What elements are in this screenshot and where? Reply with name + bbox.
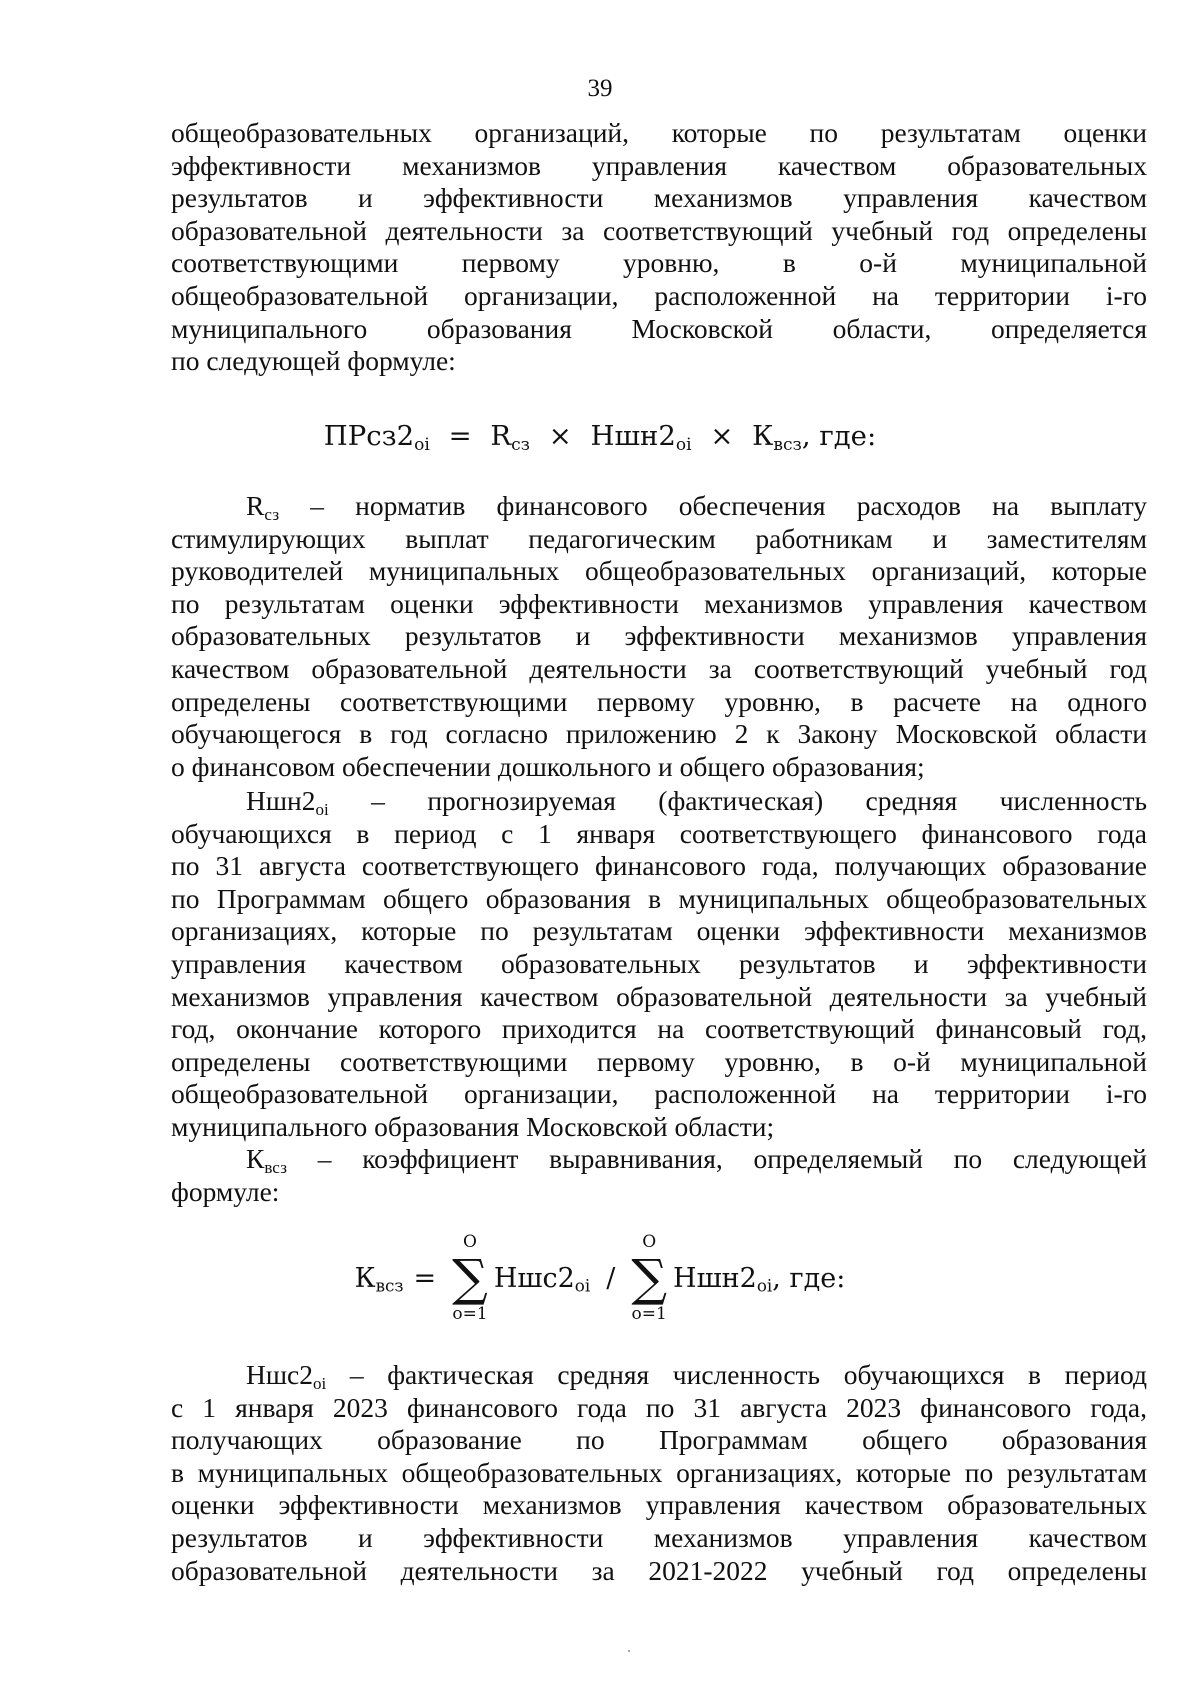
text-line: определены соответствующими первому уровню, в о-й муниципальной <box>171 1045 1147 1077</box>
text-line: год, окончание которого приходится на соответствующий финансовый год, <box>171 1013 1147 1045</box>
summation-sign <box>631 1232 667 1324</box>
text-line: образовательной деятельности за соответствующий учебный год определены <box>171 214 1147 246</box>
sigma-icon: ∑ <box>452 1249 488 1307</box>
formula-tail: , где: <box>772 1262 846 1294</box>
definition-first-line: $R_{сз}$ – норматив финансового обеспечения расходов на выплату <box>246 490 1147 524</box>
text-line: в муниципальных общеобразовательных организациях, которые по результатам <box>171 1456 1147 1488</box>
equals-sign: = <box>413 1262 437 1294</box>
text-line: по Программам общего образования в муниципальных общеобразовательных <box>171 882 1147 914</box>
sigma-icon: ∑ <box>631 1249 668 1307</box>
multiply-sign: × <box>710 420 734 452</box>
text-line: результатов и эффективности механизмов управления качеством <box>171 1521 1147 1553</box>
text-line: формуле: <box>171 1175 280 1207</box>
definition-rsz <box>171 490 1147 783</box>
text-line: организациях, которые по результатам оценки эффективности механизмов <box>171 915 1147 947</box>
formula-term: $Ншн2_{oi}$ <box>673 1262 773 1296</box>
formula-tail: , где: <box>801 420 877 452</box>
text-line: управления качеством образовательных результатов и эффективности <box>171 947 1147 979</box>
text-line: оценки эффективности механизмов управления качеством образовательных <box>171 1489 1147 1521</box>
definition-term: $Ншн2_{oi}$ <box>246 785 329 819</box>
formula-term: $К_{всз}$ <box>752 420 802 455</box>
text-line: определены соответствующими первому уровню, в расчете на одного <box>171 685 1147 717</box>
formula-kvsz <box>0 1232 1200 1324</box>
definition-nshn2 <box>171 785 1147 1144</box>
summation-sign <box>452 1232 488 1324</box>
text-line: эффективности механизмов управления качеством образовательных <box>171 149 1147 181</box>
text-line: муниципального образования Московской области, определяется <box>171 312 1147 344</box>
text-line: соответствующими первому уровню, в о-й муниципальной <box>171 247 1147 279</box>
text-line: качеством образовательной деятельности за соответствующий учебный год <box>171 652 1147 684</box>
text-line: обучающегося в год согласно приложению 2 к Закону Московской области <box>171 718 1147 750</box>
sum-lower-limit: o=1 <box>631 1304 667 1324</box>
text-line: общеобразовательной организации, расположенной на территории i-го <box>171 279 1147 311</box>
definition-first-line: $К_{всз}$ – коэффициент выравнивания, определяемый по следующей <box>246 1143 1147 1177</box>
scan-artifact <box>628 1650 630 1652</box>
definition-kvsz <box>171 1143 1147 1208</box>
text-line: результатов и эффективности механизмов управления качеством <box>171 182 1147 214</box>
text-line: стимулирующих выплат педагогическим работникам и заместителям <box>171 522 1147 554</box>
formula-prsz2 <box>0 418 1200 454</box>
text-line: по следующей формуле: <box>171 345 456 377</box>
text-line: по результатам оценки эффективности механизмов управления качеством <box>171 587 1147 619</box>
page-number: 39 <box>587 75 613 102</box>
formula-term: $R_{сз}$ <box>490 420 530 455</box>
formula-term: $Ншс2_{oi}$ <box>493 1262 591 1296</box>
definition-nshs2 <box>171 1359 1147 1587</box>
equals-sign: = <box>448 420 472 452</box>
formula-term: $Ншн2_{oi}$ <box>590 420 692 455</box>
text-line: с 1 января 2023 финансового года по 31 августа 2023 финансового года, <box>171 1391 1147 1423</box>
definition-term: $Ншс2_{oi}$ <box>246 1359 327 1393</box>
definition-term: $К_{всз}$ <box>246 1143 287 1177</box>
text-line: руководителей муниципальных общеобразовательных организаций, которые <box>171 555 1147 587</box>
text-line: общеобразовательных организаций, которые по результатам оценки <box>171 117 1147 148</box>
definition-first-line: $Ншс2_{oi}$ – фактическая средняя численность обучающихся в период <box>246 1359 1147 1393</box>
text-line: обучающихся в период с 1 января соответствующего финансового года <box>171 817 1147 849</box>
paragraph-intro <box>171 117 1147 378</box>
text-line: механизмов управления качеством образовательной деятельности за учебный <box>171 980 1147 1012</box>
definition-first-line: $Ншн2_{oi}$ – прогнозируемая (фактическая) средняя численность <box>246 785 1148 819</box>
text-line: образовательных результатов и эффективности механизмов управления <box>171 620 1147 652</box>
text-line: образовательной деятельности за 2021-2022 учебный год определены <box>171 1554 1147 1586</box>
text-line: о финансовом обеспечении дошкольного и общего образования; <box>171 750 925 782</box>
sum-upper-limit: O <box>463 1232 477 1252</box>
text-line: по 31 августа соответствующего финансового года, получающих образование <box>171 850 1147 882</box>
text-line: общеобразовательной организации, расположенной на территории i-го <box>171 1078 1147 1110</box>
divide-sign: / <box>606 1262 616 1294</box>
text-line: получающих образование по Программам общего образования <box>171 1424 1147 1456</box>
definition-term: $R_{сз}$ <box>246 490 280 524</box>
formula-term: $К_{всз}$ <box>354 1262 404 1296</box>
multiply-sign: × <box>548 420 572 452</box>
formula-term: $ПРсз2_{oi}$ <box>323 420 430 455</box>
sum-lower-limit: o=1 <box>452 1304 488 1324</box>
sum-upper-limit: O <box>642 1232 657 1252</box>
text-line: муниципального образования Московской области; <box>171 1110 775 1142</box>
